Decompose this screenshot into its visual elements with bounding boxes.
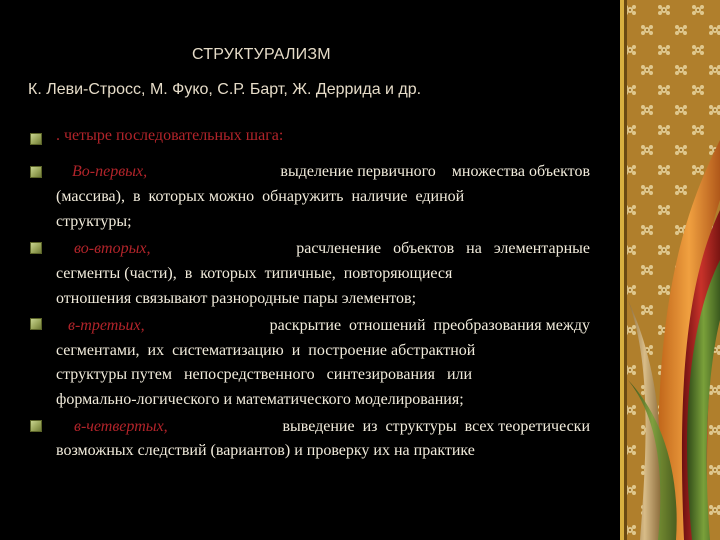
item-2-line-3: отношения связывают разнородные пары элементов; <box>56 290 417 307</box>
item-4-lead: в-четвертых, <box>74 418 168 435</box>
subtitle-dot: . <box>416 81 422 98</box>
subtitle-names: К. Леви-Стросс, М. Фуко, С.Р. Барт, Ж. Деррида и др <box>28 81 417 98</box>
item-4-line-2: возможных следствий (вариантов) и проверку их на практике <box>56 442 475 459</box>
bullet-square-icon <box>30 318 42 330</box>
slide-title: СТРУКТУРАЛИЗМ <box>192 46 331 63</box>
item-4-line-1 <box>74 418 590 436</box>
item-3-lead: в-третьих, <box>68 317 145 334</box>
item-2-line-1-text: расчленение объектов на элементарные <box>296 240 590 257</box>
item-3-line-1 <box>68 317 590 335</box>
item-2-lead: во-вторых, <box>74 240 151 257</box>
intro-line <box>56 127 283 145</box>
item-3-line-1-text: раскрытие отношений преобразования между <box>269 317 590 334</box>
floral-ornament-panel-icon <box>620 0 720 540</box>
item-2-line-1 <box>74 240 590 258</box>
intro-text: . четыре последовательных шага: <box>56 127 284 144</box>
item-1-line-1-text: выделение первичного множества объектов <box>280 163 590 180</box>
bullet-square-icon <box>30 242 42 254</box>
item-2-line-2: сегменты (части), в которых типичные, повторяющиеся <box>56 265 453 282</box>
bullet-square-icon <box>30 420 42 432</box>
slide-subtitle <box>28 81 421 99</box>
item-3-line-4: формально-логического и математического моделирования; <box>56 391 464 408</box>
item-4-line-1-text: выведение из структуры всех теоретически <box>282 418 590 435</box>
item-1-line-1 <box>72 163 590 181</box>
item-1-lead: Во-первых, <box>72 163 148 180</box>
item-1-line-3: структуры; <box>56 213 132 230</box>
bullet-square-icon <box>30 133 42 145</box>
bullet-square-icon <box>30 166 42 178</box>
item-1-line-2: (массива), в которых можно обнаружить наличие единой <box>56 188 465 205</box>
item-3-line-2: сегментами, их систематизацию и построение абстрактной <box>56 342 476 359</box>
item-3-line-3: структуры путем непосредственного синтезирования или <box>56 366 473 383</box>
